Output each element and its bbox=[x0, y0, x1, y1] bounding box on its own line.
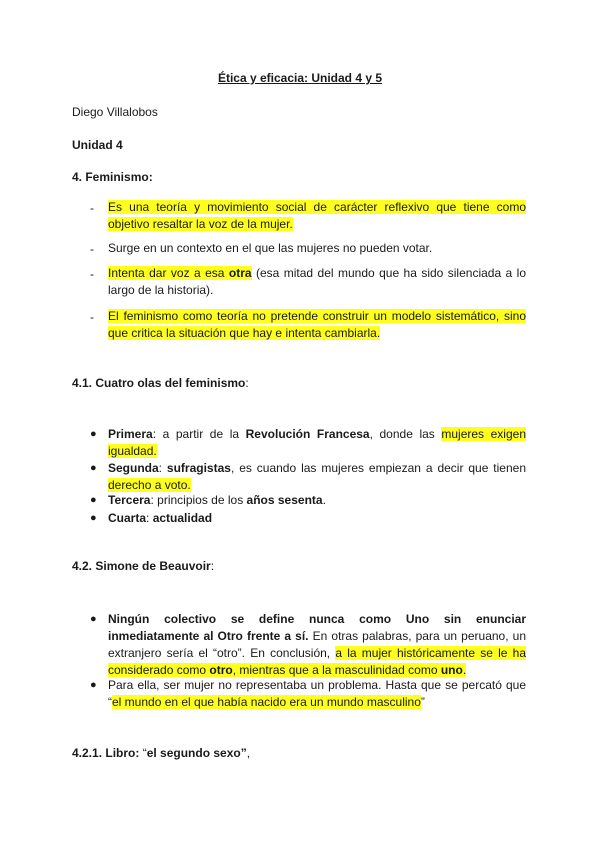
author-name: Diego Villalobos bbox=[72, 105, 158, 119]
dash-marker: - bbox=[90, 242, 94, 256]
dash-marker: - bbox=[90, 267, 94, 281]
list-item: Intenta dar voz a esa otra (esa mitad del mundo que ha sido silenciada a lo largo de la historia). bbox=[108, 266, 526, 297]
list-item: Tercera: principios de los años sesenta. bbox=[108, 493, 326, 507]
list-item: Segunda: sufragistas, es cuando las mujeres empiezan a decir que tienen derecho a voto. bbox=[108, 461, 526, 492]
bullet-marker: ● bbox=[90, 512, 97, 524]
list-item bbox=[108, 199, 526, 233]
list-item: Para ella, ser mujer no representaba un problema. Hasta que se percató que “el mundo en el que había nacido era un mundo masculino” bbox=[108, 678, 526, 709]
document-title: Ética y eficacia: Unidad 4 y 5 bbox=[217, 71, 383, 85]
list-item: Surge en un contexto en el que las mujeres no pueden votar. bbox=[108, 241, 433, 255]
highlighted-text: Intenta dar voz a esa otra bbox=[108, 266, 252, 280]
list-item: Cuarta: actualidad bbox=[108, 511, 213, 525]
section-4-2-heading: 4.2. Simone de Beauvoir: bbox=[72, 559, 215, 573]
bullet-marker: ● bbox=[90, 613, 97, 625]
bullet-marker: ● bbox=[90, 494, 97, 506]
highlighted-text: a la mujer históricamente se le ha considerado como otro, mientras que a la masculinidad como uno. bbox=[108, 646, 526, 677]
list-item bbox=[108, 308, 526, 342]
section-4-1-heading: 4.1. Cuatro olas del feminismo: bbox=[72, 376, 249, 390]
dash-marker: - bbox=[90, 310, 94, 324]
section-4-2-1-heading: 4.2.1. Libro: “el segundo sexo”, bbox=[72, 746, 251, 760]
list-item: Ningún colectivo se define nunca como Uno sin enunciar inmediatamente al Otro frente a sí. En otras palabras, para un peruano, un extranjero sería el “otro”. En conclusión, a la mujer históricamente se le ha considerado como otro, mientras que a la masculinidad como uno. bbox=[108, 612, 526, 677]
bullet-marker: ● bbox=[90, 462, 97, 474]
dash-marker: - bbox=[90, 201, 94, 215]
section-4-heading: 4. Feminismo: bbox=[72, 170, 153, 184]
highlighted-text: Es una teoría y movimiento social de carácter reflexivo que tiene como objetivo resaltar la voz de la mujer. bbox=[108, 200, 526, 231]
bullet-marker: ● bbox=[90, 679, 97, 691]
highlighted-text: El feminismo como teoría no pretende construir un modelo sistemático, sino que critica la situación que hay e intenta cambiarla. bbox=[108, 309, 526, 340]
list-item: Primera: a partir de la Revolución Francesa, donde las mujeres exigen igualdad. bbox=[108, 427, 526, 458]
bullet-marker: ● bbox=[90, 428, 97, 440]
unit-heading: Unidad 4 bbox=[72, 138, 123, 152]
